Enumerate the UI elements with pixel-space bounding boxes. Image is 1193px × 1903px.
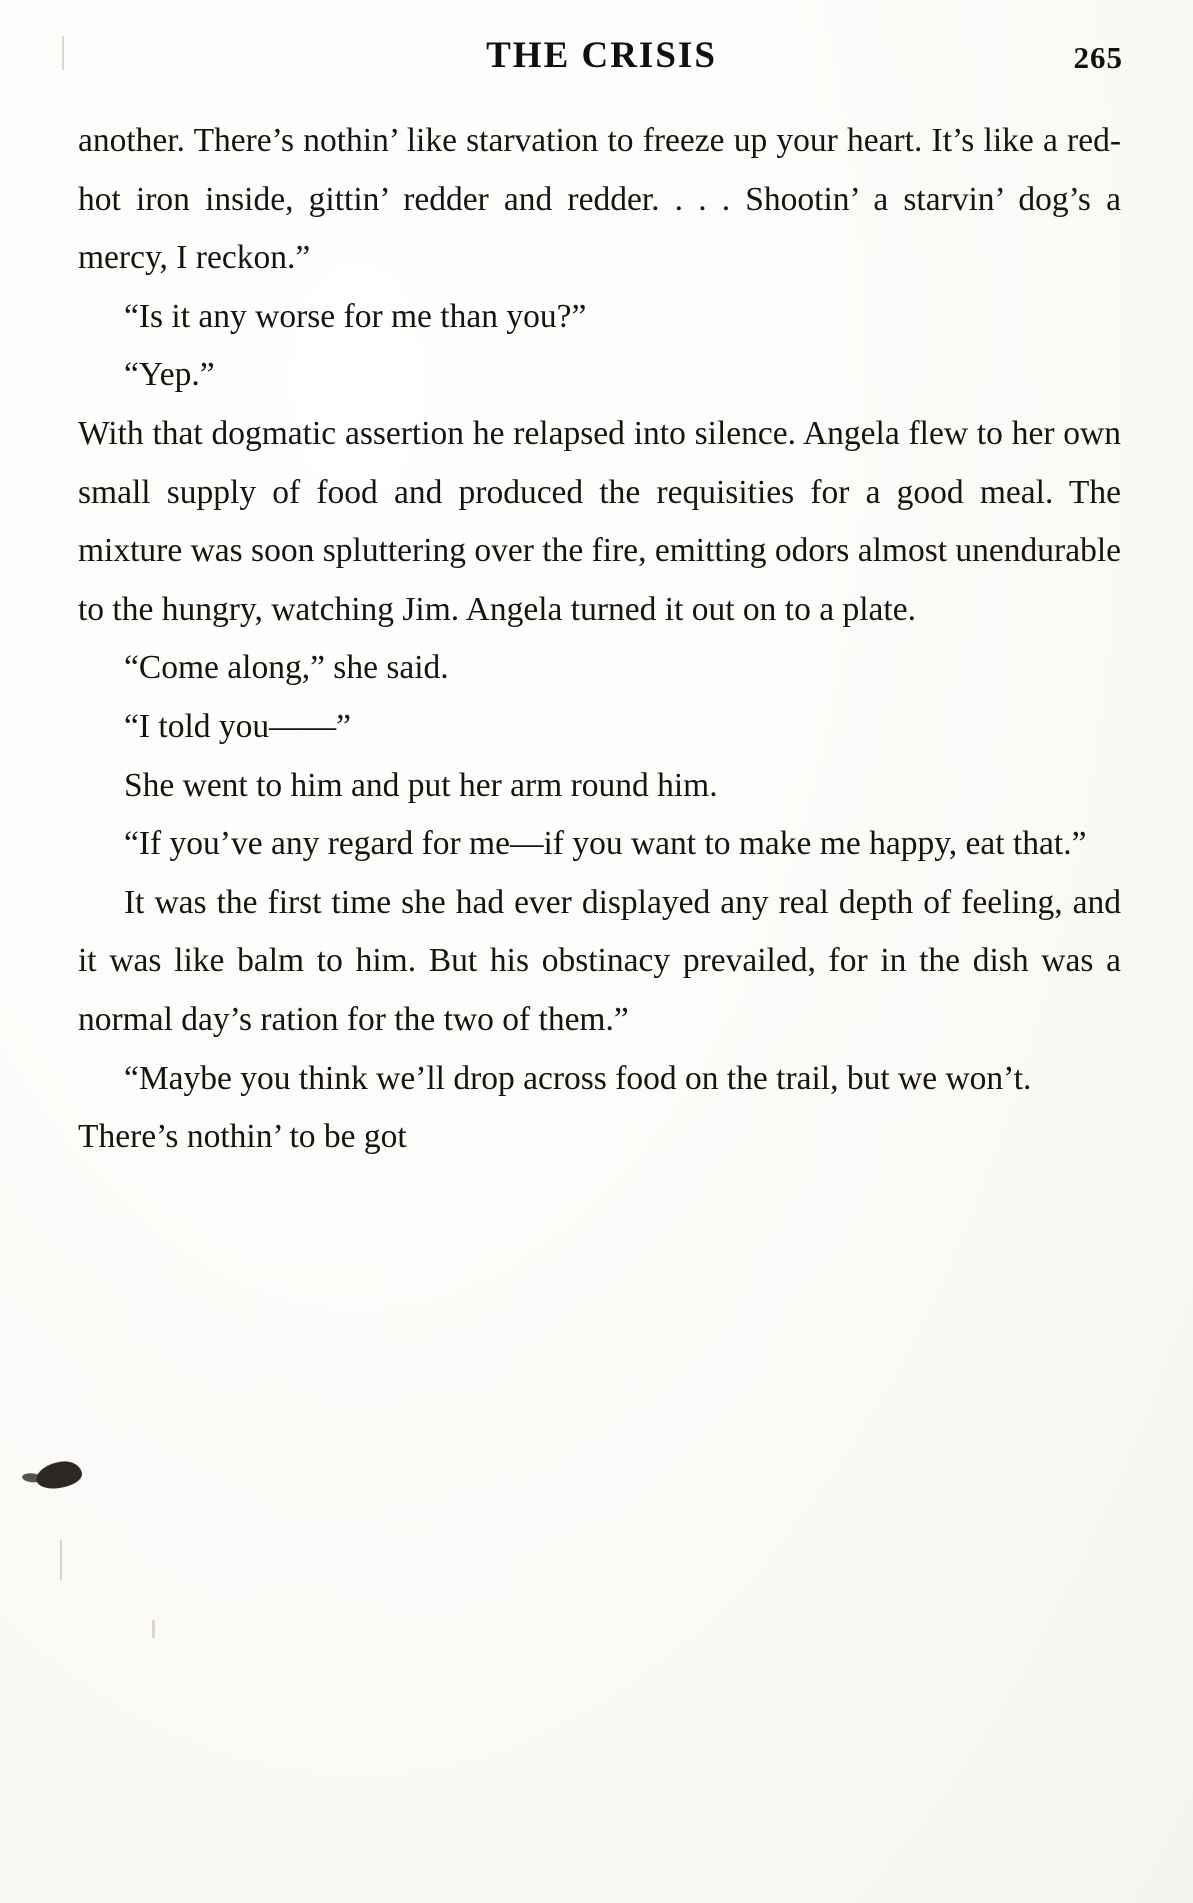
paragraph: “Come along,” she said. xyxy=(124,649,449,687)
page-number: 265 xyxy=(1073,40,1123,75)
scan-edge-mark xyxy=(152,1620,155,1638)
paragraph: “I told you——” xyxy=(124,707,352,745)
paragraph: “Yep.” xyxy=(124,356,215,394)
paragraph: “Is it any worse for me than you?” xyxy=(124,297,587,335)
paragraph: It was the first time she had ever displayed any real depth of feeling, and it was like balm to him. But his obstinacy prevailed, for in the dish was a normal day’s ration for the two of them.” xyxy=(78,883,1121,1038)
paragraph: With that dogmatic assertion he relapsed into silence. Angela flew to her own small supply of food and produced the requisities for a good meal. The mixture was soon spluttering over the fire, emitting odors almost unendurable to the hungry, watching Jim. Angela turned it out on to a plate. xyxy=(78,414,1121,628)
scan-edge-mark xyxy=(62,36,64,70)
page-body-text xyxy=(78,112,1121,1167)
paragraph: another. There’s nothin’ like starvation to freeze up your heart. It’s like a red-hot iron inside, gittin’ redder and redder. . . . Shootin’ a starvin’ dog’s a mercy, I reckon.” xyxy=(78,122,1121,277)
paragraph: “Maybe you think we’ll drop across food on the trail, but we won’t. There’s nothin’ to be got xyxy=(78,1059,1032,1156)
page-header xyxy=(80,34,1123,94)
paragraph: “If you’ve any regard for me—if you want to make me happy, eat that.” xyxy=(124,825,1087,863)
scan-edge-mark xyxy=(60,1540,62,1580)
running-head-title: THE CRISIS xyxy=(486,35,717,76)
paragraph: She went to him and put her arm round him. xyxy=(124,766,718,804)
